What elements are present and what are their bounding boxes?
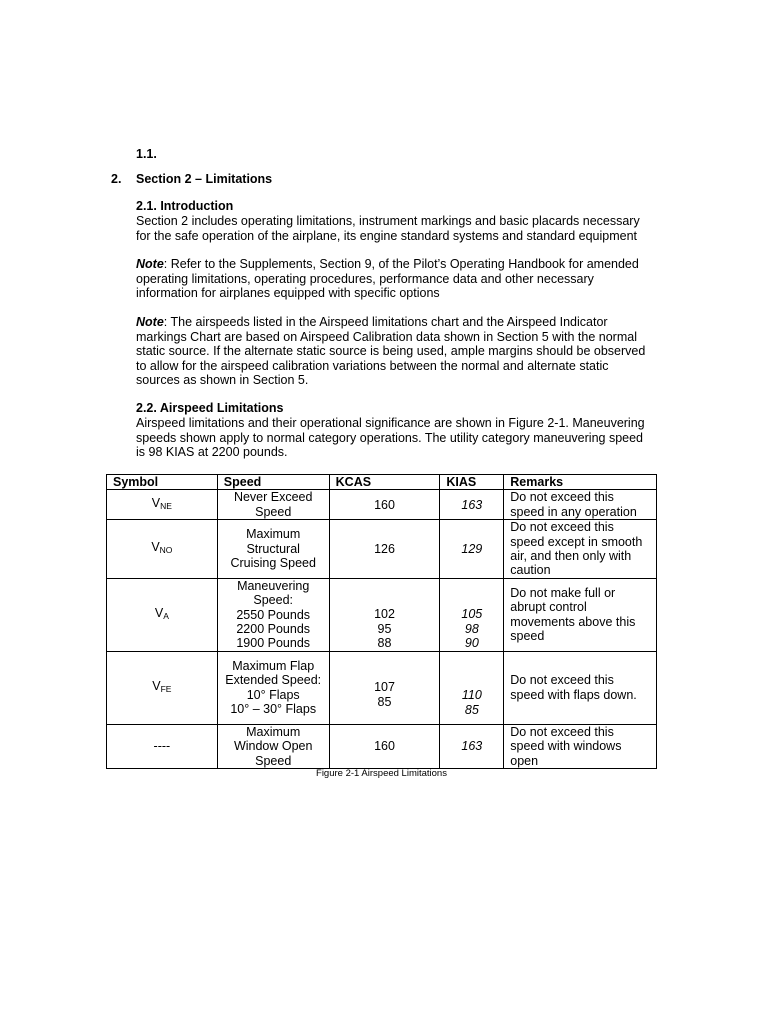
intro-paragraph: Section 2 includes operating limitations, instrument markings and basic placards necessary for the safe operation of the airplane, its engine standard systems and standard equipment [136,214,640,243]
section-number: 2. [111,172,122,186]
cell-kias: 163 [440,724,504,768]
header-symbol: Symbol [107,475,218,490]
figure-caption: Figure 2-1 Airspeed Limitations [316,768,447,779]
table-row [107,724,657,768]
table-row [107,578,657,651]
cell-kias: 163 [440,490,504,520]
cell-remarks: Do not exceed this speed except in smooth air, and then only with caution [504,520,657,579]
airspeed-limitations-table [106,474,657,769]
cell-kias: 110 85 [440,651,504,724]
header-remarks: Remarks [504,475,657,490]
cell-remarks: Do not exceed this speed with windows open [504,724,657,768]
table-header-row [107,475,657,490]
cell-kcas: 160 [329,490,440,520]
cell-kcas: 102 95 88 [329,578,440,651]
note-label: Note [136,315,164,329]
cell-speed: Maneuvering Speed: 2550 Pounds 2200 Pounds 1900 Pounds [217,578,329,651]
cell-kcas: 160 [329,724,440,768]
header-kcas: KCAS [329,475,440,490]
cell-symbol: $V_{FE}$ [107,651,218,724]
header-speed: Speed [217,475,329,490]
cell-kias: 105 98 90 [440,578,504,651]
cell-symbol: $V_{NO}$ [107,520,218,579]
header-kias: KIAS [440,475,504,490]
airspeed-heading: 2.2. Airspeed Limitations [136,401,284,415]
cell-speed: Maximum Window Open Speed [217,724,329,768]
cell-remarks: Do not make full or abrupt control movements above this speed [504,578,657,651]
cell-kcas: 126 [329,520,440,579]
note-label: Note [136,257,164,271]
cell-remarks: Do not exceed this speed in any operation [504,490,657,520]
intro-heading: 2.1. Introduction [136,199,234,213]
cell-kcas: 107 85 [329,651,440,724]
airspeed-paragraph: Airspeed limitations and their operational significance are shown in Figure 2-1. Maneuvering speeds shown apply to normal category operations. The utility category maneuvering speed is 98 KIAS at 2200 pounds. [136,416,645,460]
section-title: Section 2 – Limitations [136,172,273,186]
cell-symbol: $V_{NE}$ [107,490,218,520]
cell-speed: Maximum Flap Extended Speed: 10° Flaps 10° – 30° Flaps [217,651,329,724]
cell-speed: Never Exceed Speed [217,490,329,520]
cell-speed: Maximum Structural Cruising Speed [217,520,329,579]
table-row [107,651,657,724]
cell-kias: 129 [440,520,504,579]
note-1: Note: Refer to the Supplements, Section 9, of the Pilot’s Operating Handbook for amended operating limitations, operating procedures, performance data and other necessary information for airplanes equipped with specific options [136,257,639,301]
table-row [107,520,657,579]
cell-remarks: Do not exceed this speed with flaps down. [504,651,657,724]
note-2: Note: The airspeeds listed in the Airspeed limitations chart and the Airspeed Indicator markings Chart are based on Airspeed Calibration data shown in Section 5 with the normal static source. If the alternate static source is being used, ample margins should be observed to allow for the airspeed calibration variations between the normal and alternate static sources as shown in Section 5. [136,315,646,388]
cell-symbol: $V_A$ [107,578,218,651]
heading-1-1: 1.1. [136,147,157,161]
cell-symbol: ---- [107,724,218,768]
table-row [107,490,657,520]
